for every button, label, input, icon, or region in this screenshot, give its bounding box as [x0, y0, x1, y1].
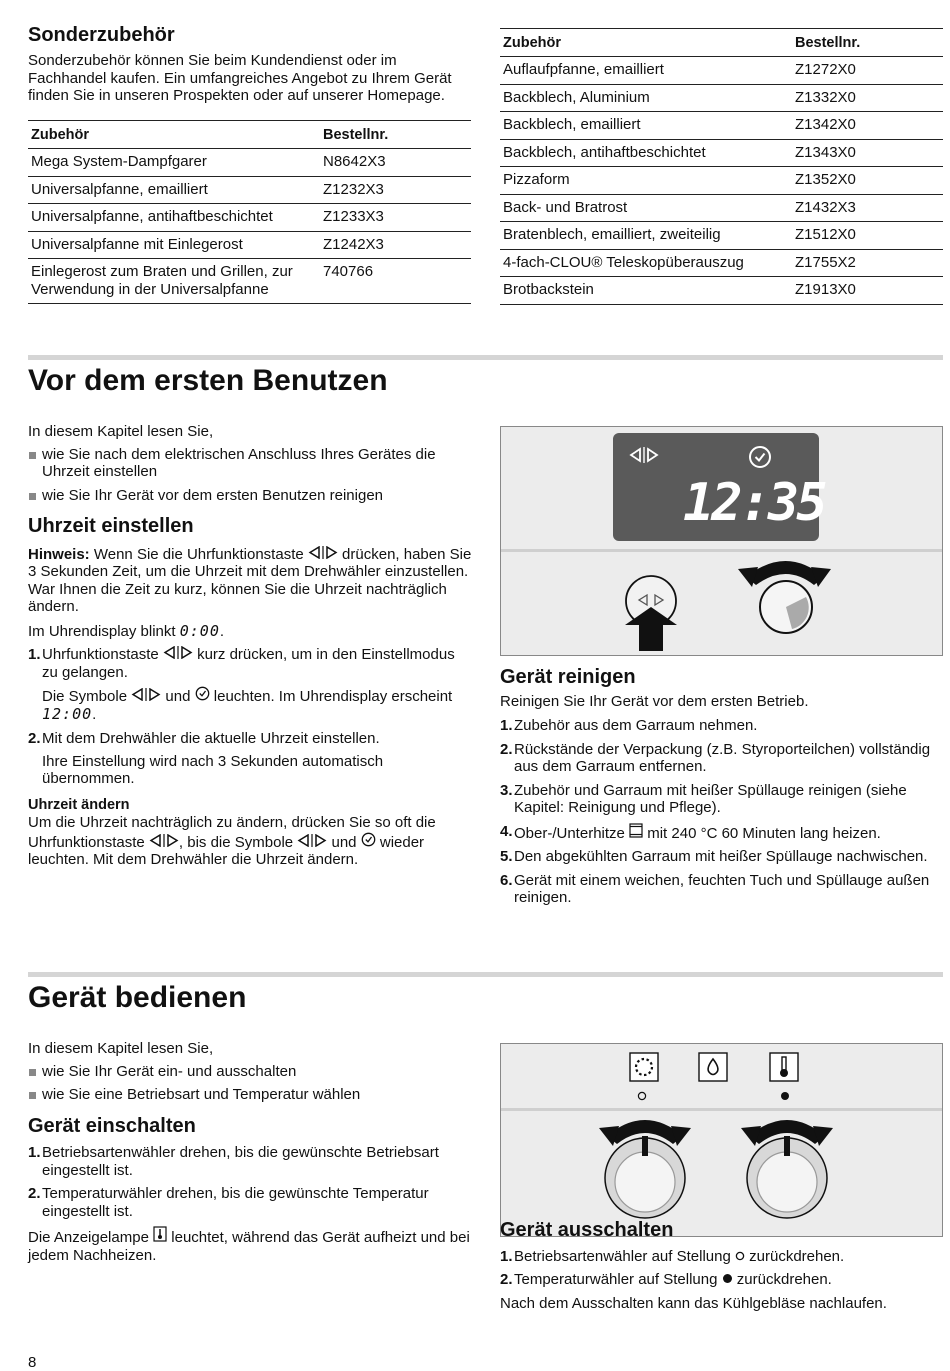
clock-step-1	[28, 646, 473, 681]
step-text: Zubehör aus dem Garraum nehmen.	[514, 717, 758, 734]
clock-step-2-sub: Ihre Einstellung wird nach 3 Sekunden automatisch übernommen.	[42, 752, 384, 787]
column-header-order: Bestellnr.	[792, 29, 943, 57]
step-text: Rückstände der Verpackung (z.B. Styroporteilchen) vollständig aus dem Garraum entfernen.	[514, 740, 931, 775]
step-number: 6.	[500, 871, 513, 889]
chapter-intro: In diesem Kapitel lesen Sie,	[28, 423, 214, 440]
step-number: 3.	[500, 781, 513, 799]
indicator-lamp-icon	[153, 1229, 167, 1246]
chapter-rule	[28, 972, 943, 977]
hint-label: Hinweis:	[28, 545, 90, 563]
hint-text: Wenn Sie die Uhrfunktionstaste	[93, 545, 304, 563]
accessory-name: Universalpfanne, emailliert	[28, 176, 320, 204]
order-number: Z1342X0	[792, 112, 943, 140]
clean-step	[500, 782, 942, 817]
step-number: 1.	[28, 646, 41, 663]
step-number: 1.	[500, 717, 513, 734]
column-header-item: Zubehör	[28, 121, 320, 149]
blink-display-value: 0:00	[179, 621, 220, 640]
step-number: 1.	[500, 1247, 513, 1265]
change-text: Um die Uhrzeit nachträglich zu ändern, drücken Sie so oft die Uhrfunktionstaste	[28, 814, 436, 851]
order-number: Z1233X3	[320, 204, 471, 232]
accessory-name: Backblech, Aluminium	[500, 84, 792, 112]
order-number: Z1913X0	[792, 277, 943, 305]
page-number: 8	[28, 1354, 37, 1371]
clock-function-icon	[163, 646, 193, 663]
order-number: Z1232X3	[320, 176, 471, 204]
step-text: kurz drücken, um in den Einstellmodus zu gelangen.	[42, 646, 455, 681]
order-number: 740766	[320, 259, 471, 304]
step-number: 2.	[28, 730, 41, 747]
step-text: Gerät mit einem weichen, feuchten Tuch und Spüllauge außen reinigen.	[514, 871, 930, 906]
table-row	[28, 176, 471, 204]
accessory-name: Universalpfanne, antihaftbeschichtet	[28, 204, 320, 232]
accessory-name: Backblech, antihaftbeschichtet	[500, 139, 792, 167]
step-text: Temperaturwähler auf Stellung	[514, 1271, 718, 1288]
step-text: mit 240 °C 60 Minuten lang heizen.	[647, 824, 881, 842]
accessory-table-left	[28, 120, 471, 304]
clock-function-icon	[629, 447, 659, 468]
order-number: Z1512X0	[792, 222, 943, 250]
table-row	[500, 194, 943, 222]
blink-line: Im Uhrendisplay blinkt 0:00.	[28, 621, 225, 640]
clock-icon	[195, 688, 210, 705]
clock-function-icon	[149, 834, 179, 851]
clock-function-icon	[308, 546, 338, 563]
step-text: Zubehör und Garraum mit heißer Spüllauge reinigen (siehe Kapitel: Reinigung und Pflege).	[514, 781, 907, 816]
step-text: Mit dem Drehwähler die aktuelle Uhrzeit einstellen.	[42, 730, 380, 747]
clean-step	[500, 823, 942, 843]
clock-step-1-sub: Die Symbole und leuchten. Im Uhrendisplay erscheint 12:00.	[42, 688, 453, 723]
step-text: leuchten. Im Uhrendisplay erscheint	[213, 688, 453, 705]
step-text: Betriebsartenwähler auf Stellung	[514, 1247, 731, 1265]
display-value: 12:00	[42, 704, 93, 723]
switch-on-step	[28, 1144, 473, 1179]
clock-function-icon	[297, 834, 327, 851]
clock-display-time: 12:35	[683, 473, 825, 533]
chapter-intro: In diesem Kapitel lesen Sie,	[28, 1040, 214, 1057]
switch-off-section	[500, 1219, 942, 1312]
step-text: Den abgekühlten Garraum mit heißer Spüllauge nachwischen.	[514, 848, 928, 865]
change-heading: Uhrzeit ändern	[28, 796, 130, 813]
accessory-name: Mega System-Dampfgarer	[28, 149, 320, 177]
change-text: wieder leuchten. Mit dem Drehwähler die Uhrzeit ändern.	[28, 833, 425, 868]
change-text: , bis die Symbole	[178, 833, 294, 851]
table-row	[500, 167, 943, 195]
step-text: Uhrfunktionstaste	[42, 646, 159, 663]
bullet-item: wie Sie Ihr Gerät ein- und ausschalten	[28, 1063, 473, 1081]
panel-divider	[501, 549, 942, 552]
temperature-knob-illustration	[739, 1102, 835, 1230]
order-number: Z1332X0	[792, 84, 943, 112]
step-text: Betriebsartenwähler drehen, bis die gewünschte Betriebsart eingestellt ist.	[42, 1144, 439, 1179]
order-number: Z1343X0	[792, 139, 943, 167]
clean-step	[500, 717, 942, 735]
sonderzubehoer-heading: Sonderzubehör	[28, 24, 175, 46]
table-row	[500, 249, 943, 277]
panel-divider	[501, 1108, 942, 1111]
top-bottom-heat-icon	[629, 825, 643, 842]
table-row	[500, 139, 943, 167]
off-position-dot-icon	[722, 1271, 733, 1288]
table-row	[500, 222, 943, 250]
switch-off-note: Nach dem Ausschalten kann das Kühlgebläse nachlaufen.	[500, 1294, 887, 1312]
order-number: Z1242X3	[320, 231, 471, 259]
accessory-name: Universalpfanne mit Einlegerost	[28, 231, 320, 259]
switch-off-heading: Gerät ausschalten	[500, 1219, 674, 1241]
step-number: 2.	[500, 740, 513, 758]
step-text: zurückdrehen.	[736, 1271, 832, 1288]
table-row	[28, 204, 471, 232]
accessory-name: Back- und Bratrost	[500, 194, 792, 222]
sonderzubehoer-intro: Sonderzubehör können Sie beim Kundendienst oder im Fachhandel kaufen. Ein umfangreiches Angebot zu Ihrem Gerät finden Sie in unseren Prospekten oder auf unserer Homepage.	[28, 52, 452, 104]
accessory-name: Bratenblech, emailliert, zweiteilig	[500, 222, 792, 250]
accessory-name: Backblech, emailliert	[500, 112, 792, 140]
step-number: 5.	[500, 848, 513, 865]
hint-paragraph	[28, 546, 473, 616]
hint-text: drücken, haben Sie 3 Sekunden Zeit, um die Uhrzeit mit dem Drehwähler einzustellen. War Ihnen die Zeit zu kurz, können Sie die Uhrzeit nachträglich ändern.	[28, 545, 472, 615]
accessory-name: Brotbackstein	[500, 277, 792, 305]
clean-step	[500, 848, 942, 866]
table-row	[28, 231, 471, 259]
operating-mode-icon	[629, 1052, 659, 1087]
clock-icon	[748, 445, 772, 474]
step-text: Ober-/Unterhitze	[514, 824, 625, 842]
step-text: Temperaturwähler drehen, bis die gewünschte Temperatur eingestellt ist.	[42, 1185, 429, 1220]
table-row	[500, 57, 943, 85]
table-row	[500, 112, 943, 140]
mode-knob-illustration	[597, 1102, 693, 1230]
control-knobs-illustration	[500, 1043, 943, 1237]
step-text: und	[165, 688, 191, 705]
clean-step	[500, 741, 942, 776]
off-position-circle-icon	[735, 1248, 745, 1265]
bullet-item: wie Sie eine Betriebsart und Temperatur wählen	[28, 1086, 473, 1104]
blink-text: Im Uhrendisplay blinkt	[28, 622, 176, 640]
table-row	[500, 277, 943, 305]
accessory-name: Einlegerost zum Braten und Grillen, zur Verwendung in der Universalpfanne	[28, 259, 320, 304]
clean-heading: Gerät reinigen	[500, 666, 636, 688]
bullet-item: wie Sie nach dem elektrischen Anschluss Ihres Gerätes die Uhrzeit einstellen	[28, 446, 473, 481]
accessory-name: Auflaufpfanne, emailliert	[500, 57, 792, 85]
clean-section	[500, 666, 942, 907]
chapter-rule	[28, 355, 943, 360]
change-text: und	[331, 833, 357, 851]
table-row	[28, 259, 471, 304]
operate-column-left	[28, 1040, 473, 1264]
clean-intro: Reinigen Sie Ihr Gerät vor dem ersten Betrieb.	[500, 692, 809, 710]
water-drop-icon	[698, 1052, 728, 1087]
switch-on-step	[28, 1185, 473, 1220]
switch-off-step	[500, 1271, 942, 1289]
switch-on-heading: Gerät einschalten	[28, 1114, 196, 1137]
step-text: Die Symbole	[42, 688, 128, 705]
clock-step-2	[28, 730, 473, 748]
order-number: Z1352X0	[792, 167, 943, 195]
column-header-order: Bestellnr.	[320, 121, 471, 149]
first-use-column-left	[28, 423, 473, 869]
bullet-item: wie Sie Ihr Gerät vor dem ersten Benutzen reinigen	[28, 487, 473, 505]
step-text: zurückdrehen.	[749, 1247, 845, 1265]
clean-step	[500, 872, 942, 907]
rotary-knob-illustration	[736, 545, 831, 651]
clock-function-icon	[131, 688, 161, 705]
table-row	[28, 149, 471, 177]
chapter-title-first-use: Vor dem ersten Benutzen	[28, 364, 388, 397]
clock-display	[613, 433, 825, 541]
switch-off-step	[500, 1248, 942, 1266]
chapter-title-operate: Gerät bedienen	[28, 981, 247, 1014]
step-number: 2.	[500, 1271, 513, 1288]
order-number: Z1755X2	[792, 249, 943, 277]
clock-button-press-illustration	[611, 567, 691, 651]
indicator-lamp-note	[28, 1226, 473, 1264]
note-text: Die Anzeigelampe	[28, 1229, 149, 1246]
order-number: Z1432X3	[792, 194, 943, 222]
change-paragraph	[28, 814, 473, 869]
clock-panel-illustration	[500, 426, 943, 656]
clock-icon	[361, 834, 376, 851]
step-number: 4.	[500, 822, 513, 840]
thermometer-icon	[769, 1052, 799, 1087]
column-header-item: Zubehör	[500, 29, 792, 57]
table-row	[500, 84, 943, 112]
step-number: 2.	[28, 1185, 41, 1202]
note-text: leuchtet, während das Gerät aufheizt und bei jedem Nachheizen.	[28, 1229, 470, 1264]
step-number: 1.	[28, 1144, 41, 1161]
order-number: Z1272X0	[792, 57, 943, 85]
accessory-table-right	[500, 28, 943, 305]
clock-heading: Uhrzeit einstellen	[28, 515, 194, 537]
order-number: N8642X3	[320, 149, 471, 177]
accessory-name: Pizzaform	[500, 167, 792, 195]
accessory-name: 4-fach-CLOU® Teleskopüberauszug	[500, 249, 792, 277]
